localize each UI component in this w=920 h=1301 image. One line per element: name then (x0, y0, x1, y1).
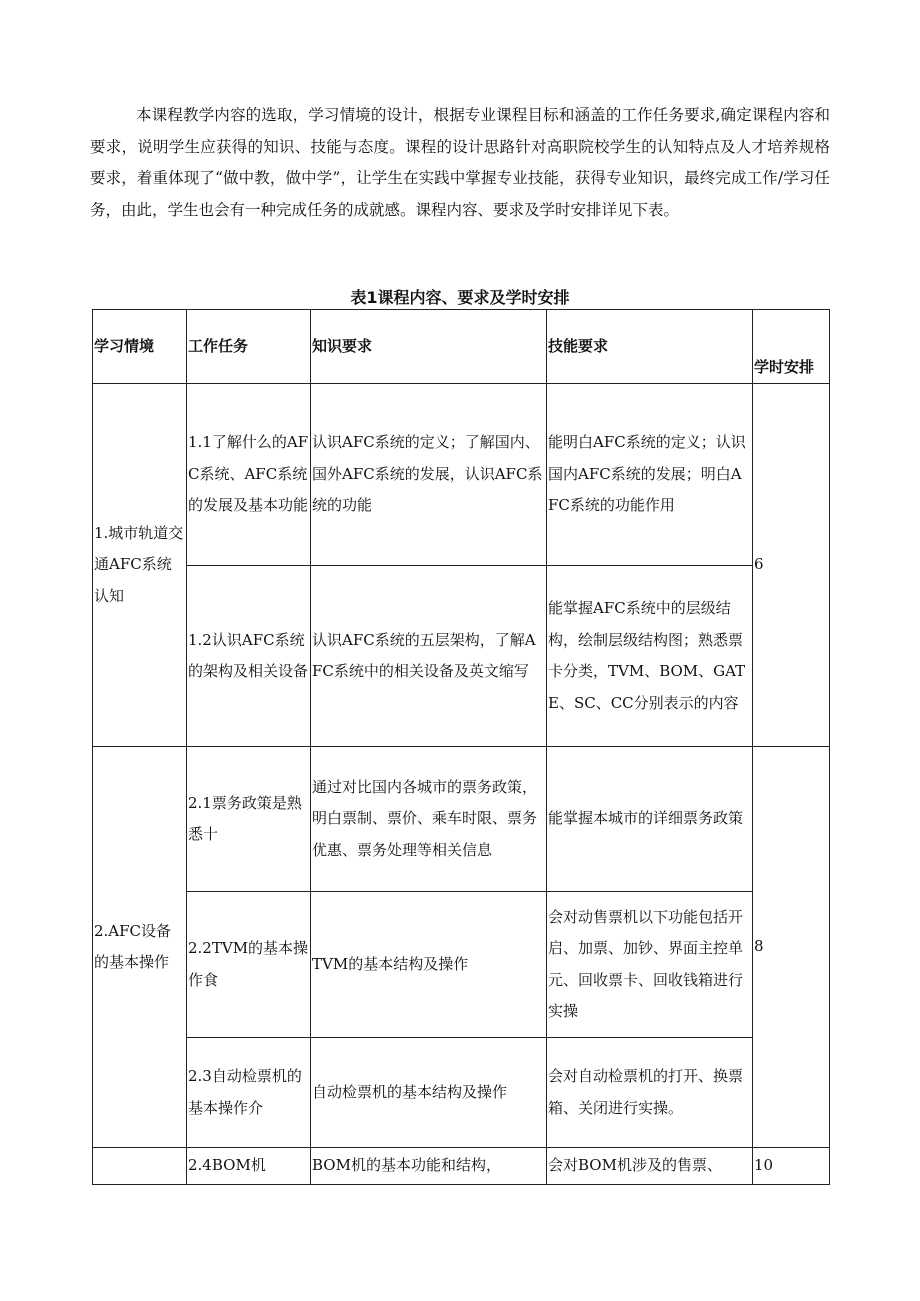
knowledge-cell: 认识AFC系统的五层架构，了解AFC系统中的相关设备及英文缩写 (311, 566, 547, 747)
skill-cell: 会对自动检票机的打开、换票箱、关闭进行实操。 (547, 1038, 753, 1148)
situation-cell-empty (93, 1148, 187, 1185)
header-skill: 技能要求 (547, 310, 753, 384)
skill-cell: 会对动售票机以下功能包括开启、加票、加钞、界面主控单元、回收票卡、回收钱箱进行实操 (547, 892, 753, 1038)
skill-cell: 能掌握AFC系统中的层级结构，绘制层级结构图；熟悉票卡分类，TVM、BOM、GATE、SC、CC分别表示的内容 (547, 566, 753, 747)
hours-cell: 8 (753, 747, 830, 1148)
table-row (93, 566, 830, 747)
course-table (92, 309, 830, 1185)
table-row (93, 747, 830, 892)
hours-cell: 6 (753, 384, 830, 747)
knowledge-cell: BOM机的基本功能和结构， (311, 1148, 547, 1185)
task-cell: 2.2TVM的基本操作食 (187, 892, 311, 1038)
table-row (93, 892, 830, 1038)
skill-cell: 能明白AFC系统的定义；认识国内AFC系统的发展；明白AFC系统的功能作用 (547, 384, 753, 566)
task-cell: 1.2认识AFC系统的架构及相关设备 (187, 566, 311, 747)
task-cell: 1.1了解什么的AFC系统、AFC系统的发展及基本功能 (187, 384, 311, 566)
skill-cell: 能掌握本城市的详细票务政策 (547, 747, 753, 892)
knowledge-cell: TVM的基本结构及操作 (311, 892, 547, 1038)
table-row (93, 1038, 830, 1148)
knowledge-cell: 自动检票机的基本结构及操作 (311, 1038, 547, 1148)
header-task: 工作任务 (187, 310, 311, 384)
hours-cell: 10 (753, 1148, 830, 1185)
header-hours: 学时安排 (753, 310, 830, 384)
table-row (93, 1148, 830, 1185)
situation-cell: 1.城市轨道交通AFC系统认知 (93, 384, 187, 747)
table-caption: 表1课程内容、要求及学时安排 (350, 288, 570, 307)
knowledge-cell: 通过对比国内各城市的票务政策，明白票制、票价、乘车时限、票务优惠、票务处理等相关信息 (311, 747, 547, 892)
table-row (93, 384, 830, 566)
table-header-row (93, 310, 830, 384)
intro-paragraph: 本课程教学内容的选取，学习情境的设计，根据专业课程目标和涵盖的工作任务要求,确定课程内容和要求，说明学生应获得的知识、技能与态度。课程的设计思路针对高职院校学生的认知特点及人才培养规格要求，着重体现了“做中教，做中学”，让学生在实践中掌握专业技能，获得专业知识，最终完成工作/学习任务，由此，学生也会有一种完成任务的成就感。课程内容、要求及学时安排详见下表。 (90, 106, 830, 219)
header-situation: 学习情境 (93, 310, 187, 384)
task-cell: 2.3自动检票机的基本操作介 (187, 1038, 311, 1148)
task-cell: 2.1票务政策是熟悉十 (187, 747, 311, 892)
task-cell: 2.4BOM机 (187, 1148, 311, 1185)
skill-cell: 会对BOM机涉及的售票、 (547, 1148, 753, 1185)
header-knowledge: 知识要求 (311, 310, 547, 384)
knowledge-cell: 认识AFC系统的定义；了解国内、国外AFC系统的发展，认识AFC系统的功能 (311, 384, 547, 566)
situation-cell: 2.AFC设备的基本操作 (93, 747, 187, 1148)
